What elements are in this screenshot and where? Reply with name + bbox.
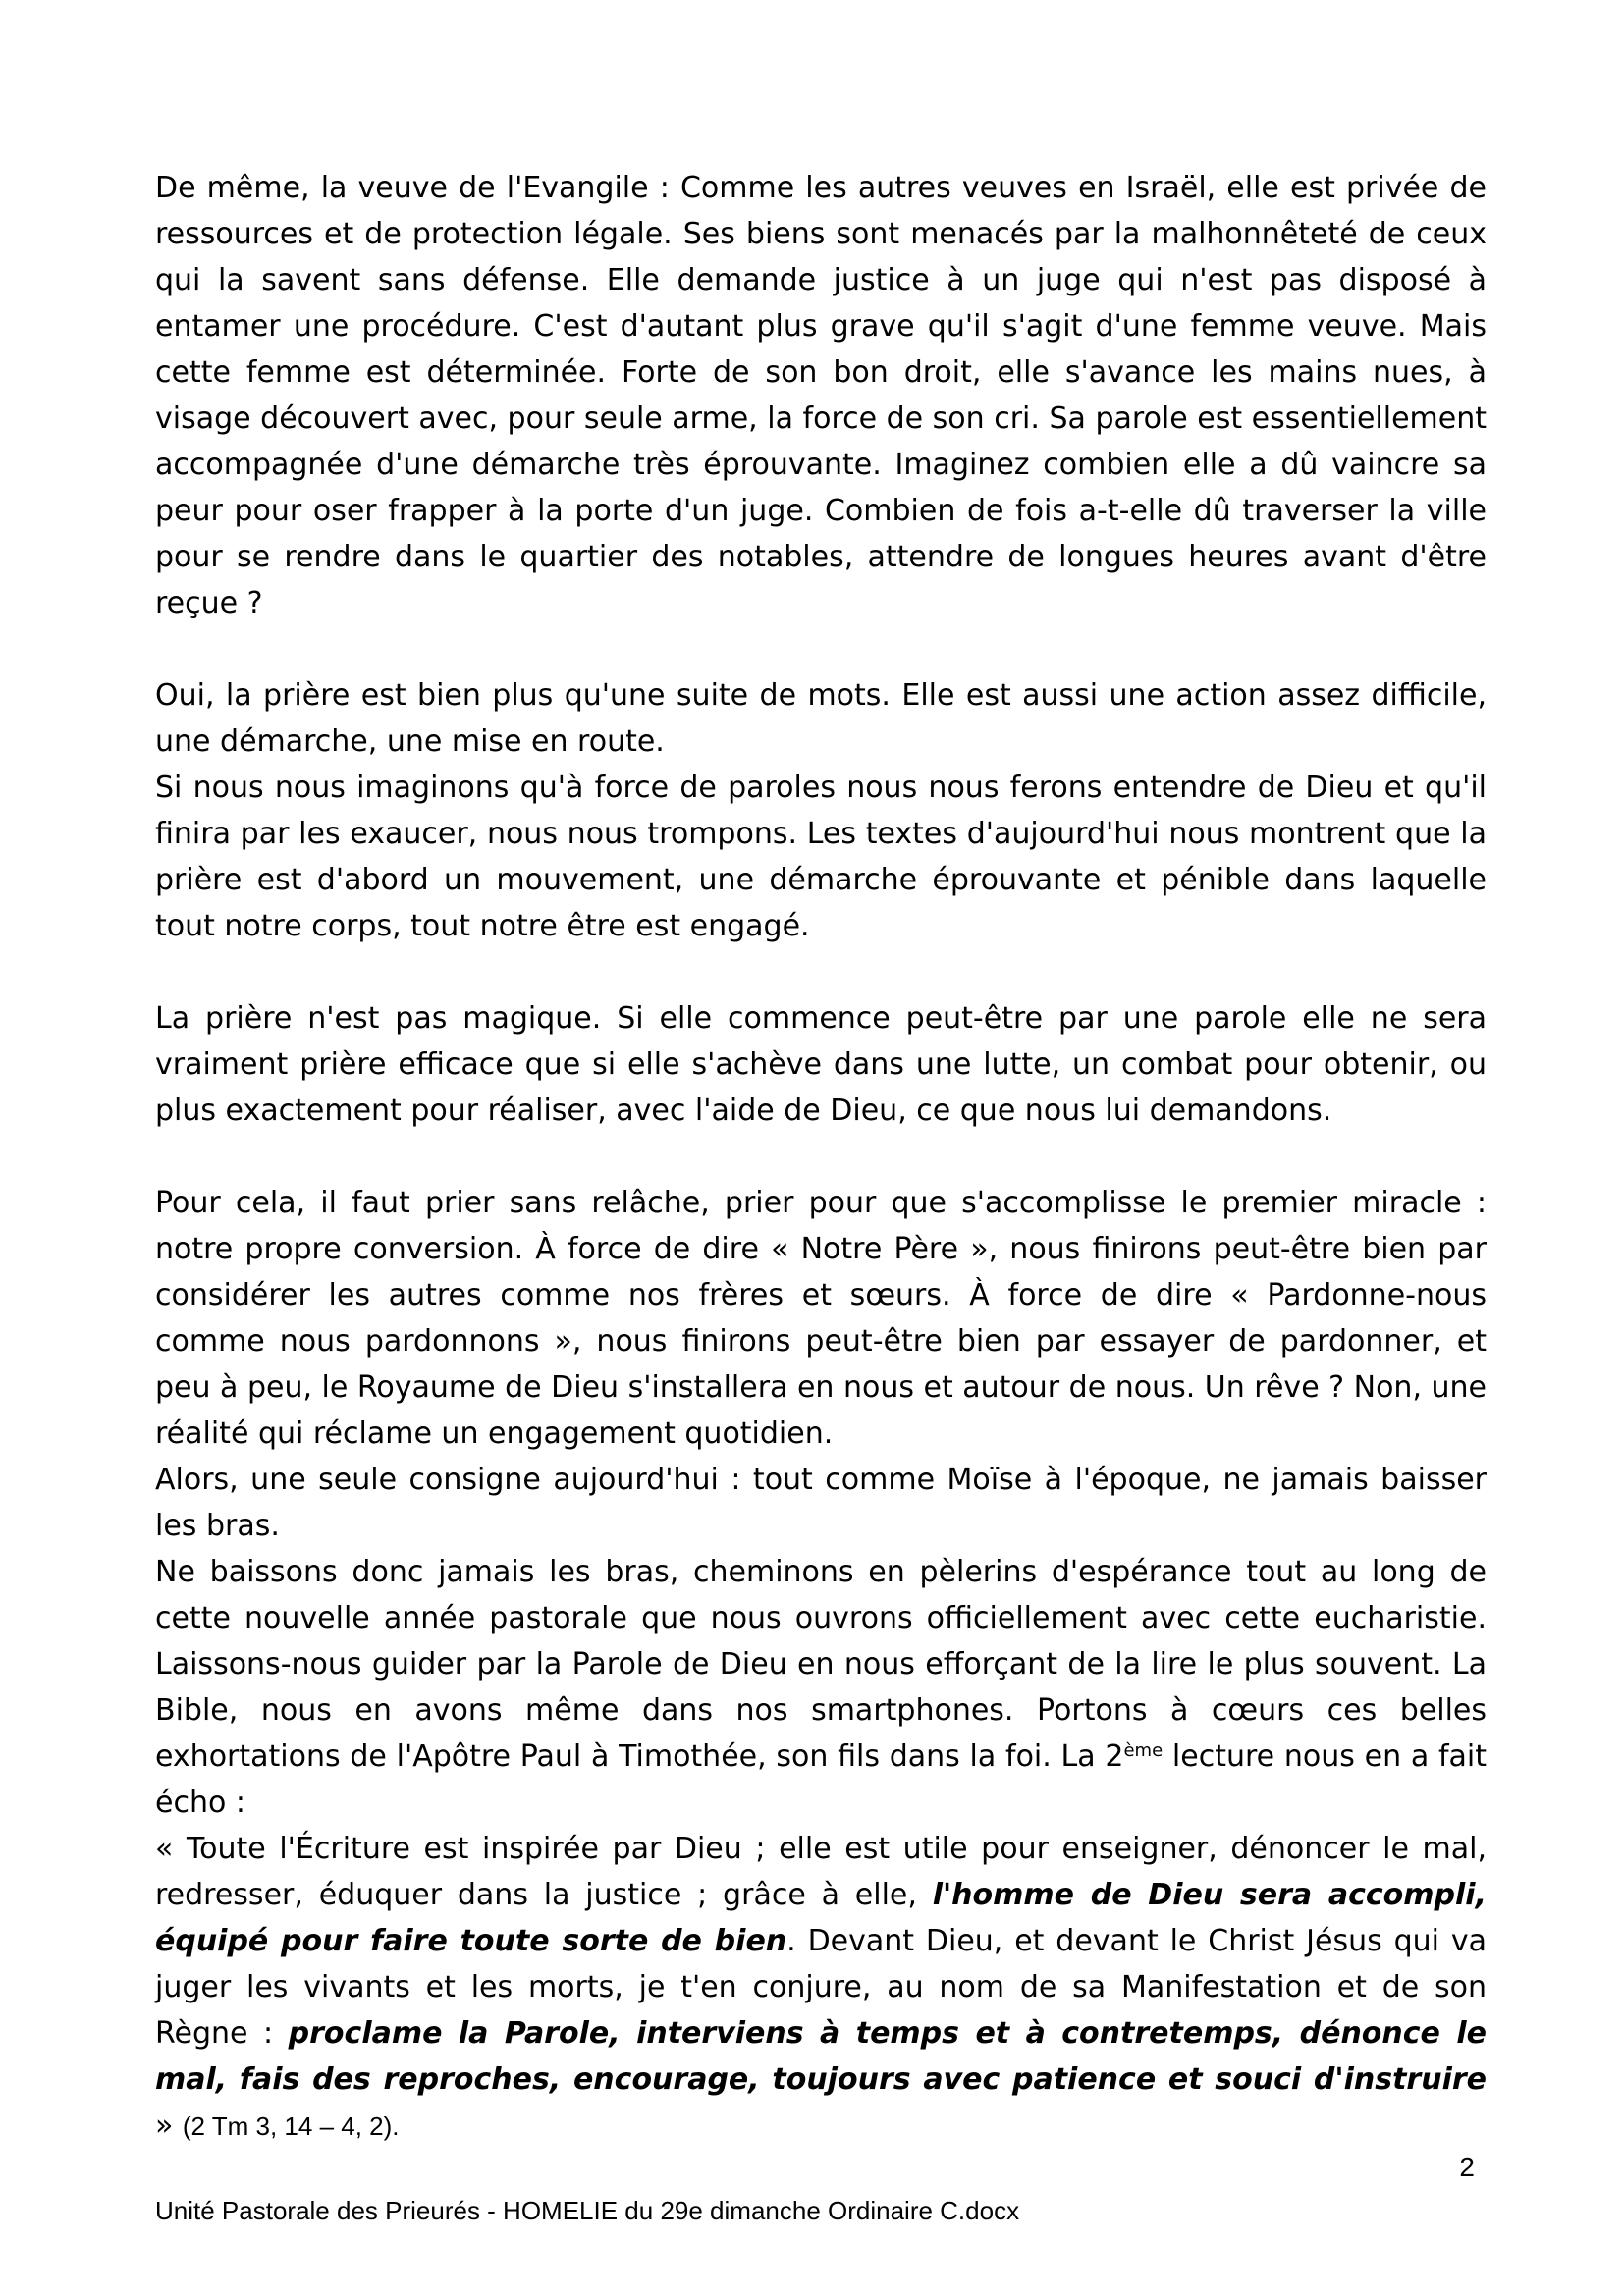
paragraph-priere-pas-magique — [155, 995, 1487, 1134]
text-run-body: » — [155, 2109, 183, 2143]
text-run-body: De même, la veuve de l'Evangile : Comme les autres veuves en Israël, elle est privée de ressources et de protection légale. Ses biens sont menacés par la malhonnêteté de ceux qui la savent sans défense. Elle demande justice à un juge qui n'est pas disposé à entamer une procédure. C'est d'autant plus grave qu'il s'agit d'une femme veuve. Mais cette femme est déterminée. Forte de son bon droit, elle s'avance les mains nues, à visage découvert avec, pour seule arme, la force de son cri. Sa parole est essentiellement accompagnée d'une démarche très éprouvante. Imaginez combien elle a dû vaincre sa peur pour oser frapper à la porte d'un juge. Combien de fois a-t-elle dû traverser la ville pour se rendre dans le quartier des notables, attendre de longues heures avant d'être reçue ? — [155, 171, 1487, 620]
text-run-superscript: ème — [1123, 1740, 1164, 1762]
paragraph-priere-suite-de-mots — [155, 672, 1487, 765]
footer-document-title: Unité Pastorale des Prieurés - HOMELIE du 29e dimanche Ordinaire C.docx — [155, 2196, 1020, 2225]
text-run-body: Oui, la prière est bien plus qu'une suite de mots. Elle est aussi une action assez difficile, une démarche, une mise en route. — [155, 678, 1487, 759]
text-run-plain: (2 Tm 3, 14 – 4, 2). — [182, 2111, 400, 2141]
text-run-bold-italic: proclame la Parole, interviens à temps et à contretemps, dénonce le mal, fais des reproches, encourage, toujours avec patience et souci d'instruire — [155, 2016, 1487, 2097]
text-run-body: . Devant Dieu, et devant le Christ Jésus qui va juger les vivants et les morts, je t'en conjure, au nom de sa Manifestation et de son Règne : — [155, 1924, 1487, 2051]
paragraph-si-nous-imaginons — [155, 765, 1487, 949]
document-body — [155, 165, 1487, 2150]
text-run-body: La prière n'est pas magique. Si elle commence peut-être par une parole elle ne sera vraiment prière efficace que si elle s'achève dans une lutte, un combat pour obtenir, ou plus exactement pour réaliser, avec l'aide de Dieu, ce que nous lui demandons. — [155, 1001, 1487, 1128]
text-run-body: Alors, une seule consigne aujourd'hui : tout comme Moïse à l'époque, ne jamais baisser les bras. — [155, 1463, 1487, 1543]
paragraph-prier-sans-relache — [155, 1180, 1487, 1457]
page-number: 2 — [1459, 2152, 1475, 2182]
paragraph-seule-consigne — [155, 1457, 1487, 1549]
paragraph-veuve-evangile — [155, 165, 1487, 626]
text-run-body: lecture nous en a fait écho : — [155, 1739, 1487, 1820]
text-run-bold-italic: l'homme de Dieu sera accompli, équipé pour faire toute sorte de bien — [155, 1878, 1487, 1958]
text-run-body: « Toute l'Écriture est inspirée par Dieu ; elle est utile pour enseigner, dénoncer le mal, redresser, éduquer dans la justice ; grâce à elle, — [155, 1832, 1487, 1912]
text-run-body: Si nous nous imaginons qu'à force de paroles nous nous ferons entendre de Dieu et qu'il finira par les exaucer, nous nous trompons. Les textes d'aujourd'hui nous montrent que la prière est d'abord un mouvement, une démarche éprouvante et pénible dans laquelle tout notre corps, tout notre être est engagé. — [155, 771, 1487, 943]
text-run-body: Ne baissons donc jamais les bras, cheminons en pèlerins d'espérance tout au long de cette nouvelle année pastorale que nous ouvrons officiellement avec cette eucharistie. Laissons-nous guider par la Parole de Dieu en nous efforçant de la lire le plus souvent. La Bible, nous en avons même dans nos smartphones. Portons à cœurs ces belles exhortations de l'Apôtre Paul à Timothée, son fils dans la foi. La 2 — [155, 1555, 1487, 1774]
text-run-body: Pour cela, il faut prier sans relâche, prier pour que s'accomplisse le premier miracle : notre propre conversion. À force de dire « Notre Père », nous finirons peut-être bien par considérer les autres comme nos frères et sœurs. À force de dire « Pardonne-nous comme nous pardonnons », nous finirons peut-être bien par essayer de pardonner, et peu à peu, le Royaume de Dieu s'installera en nous et autour de nous. Un rêve ? Non, une réalité qui réclame un engagement quotidien. — [155, 1186, 1488, 1451]
paragraph-ne-baissons-jamais — [155, 1549, 1487, 1826]
paragraph-citation-ecriture — [155, 1826, 1487, 2150]
